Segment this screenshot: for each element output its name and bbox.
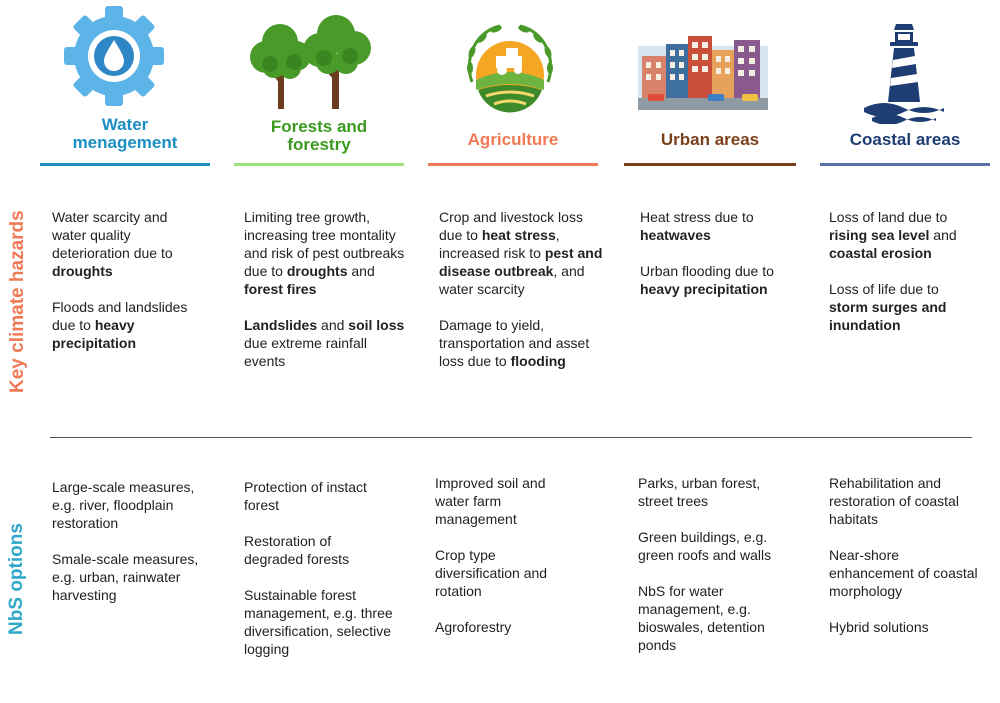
hazards-item <box>52 208 202 280</box>
nbs-item <box>52 478 210 532</box>
bold-text: rising sea level <box>829 227 930 243</box>
nbs-item <box>244 478 394 514</box>
lighthouse-icon <box>862 20 946 124</box>
column-underline-water <box>40 163 210 166</box>
hazards-cell-water <box>52 208 202 370</box>
nbs-item <box>829 474 979 528</box>
text: Improved soil and water farm management <box>435 475 546 527</box>
nbs-item <box>829 618 979 636</box>
gear-water-drop-icon <box>62 4 166 108</box>
hazards-item <box>52 298 202 352</box>
text: Hybrid solutions <box>829 619 929 635</box>
column-underline-urban <box>624 163 796 166</box>
text: Crop type diversification and rotation <box>435 547 548 599</box>
hazards-item <box>439 316 604 370</box>
column-title-coastal: Coastal areas <box>849 130 961 149</box>
text: Near-shore enhancement of coastal morphology <box>829 547 978 599</box>
hazards-item <box>439 208 604 298</box>
text: Crop and livestock loss due to <box>439 209 583 243</box>
nbs-cell-agriculture <box>435 474 575 654</box>
bold-text: pest and disease outbreak <box>439 245 603 279</box>
hazards-item <box>244 316 409 370</box>
hazards-item <box>829 208 979 262</box>
nbs-item <box>829 546 979 600</box>
city-buildings-icon <box>638 26 768 110</box>
text: Parks, urban forest, street trees <box>638 475 761 509</box>
nbs-item <box>244 532 394 568</box>
column-underline-forests <box>234 163 404 166</box>
nbs-item <box>435 546 575 600</box>
bold-text: forest fires <box>244 281 317 297</box>
bold-text: soil loss <box>348 317 405 333</box>
text: Smale-scale measures, e.g. urban, rainwater harvesting <box>52 551 199 603</box>
nbs-item <box>52 550 210 604</box>
text: NbS for water management, e.g. bioswales, detention ponds <box>638 583 765 653</box>
text: Agroforestry <box>435 619 512 635</box>
column-title-agriculture: Agriculture <box>467 130 559 149</box>
bold-text: heavy precipitation <box>640 281 768 297</box>
hazards-item <box>640 262 780 298</box>
bold-text: storm surges and inundation <box>829 299 947 333</box>
column-underline-coastal <box>820 163 990 166</box>
text: Rehabilitation and restoration of coastal habitats <box>829 475 959 527</box>
bold-text: coastal erosion <box>829 245 932 261</box>
text: Heat stress due to <box>640 209 754 225</box>
text: Water scarcity and water quality deterioration due to <box>52 209 173 261</box>
bold-text: heavy precipitation <box>52 317 137 351</box>
hazards-item <box>829 280 979 334</box>
bold-text: heatwaves <box>640 227 711 243</box>
text: Limiting tree growth, increasing tree montality and risk of pest outbreaks due to <box>244 209 405 279</box>
hazards-item <box>640 208 780 244</box>
text: Urban flooding due to <box>640 263 774 279</box>
text: Loss of life due to <box>829 281 939 297</box>
hazards-item <box>244 208 409 298</box>
nbs-cell-coastal <box>829 474 979 654</box>
nbs-item <box>638 528 778 564</box>
text: Loss of land due to <box>829 209 948 225</box>
trees-icon <box>244 12 376 112</box>
hazards-cell-forests <box>244 208 409 388</box>
text: , increased risk to <box>439 227 560 261</box>
nbs-cell-urban <box>638 474 778 672</box>
row-label-nbs: NbS options <box>6 523 27 635</box>
row-divider <box>50 437 972 438</box>
row-label-hazards: Key climate hazards <box>7 210 28 393</box>
column-title-urban: Urban areas <box>660 130 760 149</box>
nbs-item <box>435 474 575 528</box>
text: and <box>317 317 349 333</box>
bold-text: Landslides <box>244 317 318 333</box>
text: and <box>347 263 375 279</box>
nbs-cell-forests <box>244 478 394 676</box>
text: , and water scarcity <box>439 263 585 297</box>
text: Damage to yield, transportation and asset loss due to <box>439 317 590 369</box>
text: and <box>929 227 957 243</box>
text: Large-scale measures, e.g. river, floodplain restoration <box>52 479 195 531</box>
bold-text: flooding <box>510 353 566 369</box>
column-underline-agriculture <box>428 163 598 166</box>
nbs-item <box>638 582 778 654</box>
farm-tractor-icon <box>460 20 560 120</box>
text: Green buildings, e.g. green roofs and walls <box>638 529 772 563</box>
text: Floods and landslides due to <box>52 299 188 333</box>
nbs-item <box>435 618 575 636</box>
hazards-cell-agriculture <box>439 208 604 388</box>
nbs-item <box>244 586 394 658</box>
column-title-forests: Forests and forestry <box>270 117 368 154</box>
bold-text: heat stress <box>481 227 556 243</box>
hazards-cell-coastal <box>829 208 979 352</box>
hazards-cell-urban <box>640 208 780 316</box>
bold-text: droughts <box>286 263 348 279</box>
text: Sustainable forest management, e.g. three diversification, selective logging <box>244 587 393 657</box>
text: due extreme rainfall events <box>244 335 367 369</box>
bold-text: droughts <box>52 263 113 279</box>
nbs-cell-water <box>52 478 210 622</box>
text: Restoration of degraded forests <box>244 533 350 567</box>
text: Protection of instact forest <box>244 479 367 513</box>
nbs-item <box>638 474 778 510</box>
column-title-water: Water menagement <box>72 115 178 152</box>
